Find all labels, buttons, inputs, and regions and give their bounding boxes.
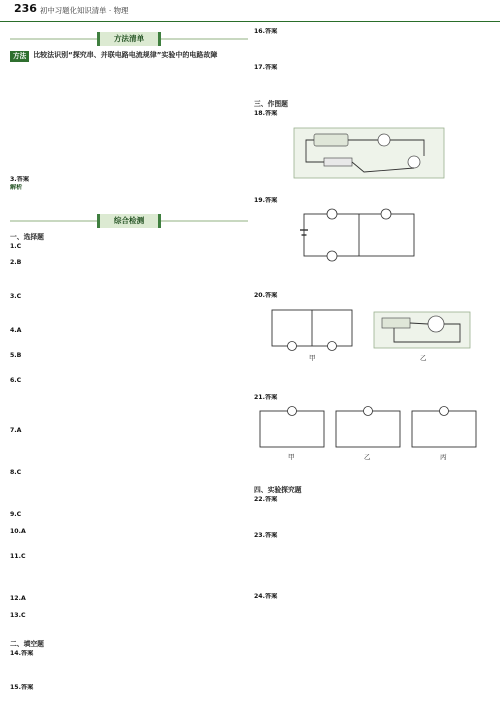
choice-item-line — [10, 251, 248, 259]
q19-jiexi-line — [254, 265, 492, 273]
q19-jiexi-line — [254, 274, 492, 282]
choice-item-line — [10, 385, 248, 393]
method-body — [10, 65, 248, 210]
choice-item-line — [10, 394, 248, 402]
fill-item-line — [10, 667, 248, 675]
q18-answer-row — [254, 110, 492, 118]
fill-section-title: 二、填空题 — [10, 640, 44, 648]
choice-item-line — [10, 478, 248, 486]
q23-line — [254, 582, 492, 590]
review-banner-label: 综合检测 — [97, 214, 161, 228]
choice-item-label: 10.A — [10, 527, 26, 535]
q20-jiexi-line — [254, 375, 492, 383]
method-banner-label: 方法清单 — [97, 32, 161, 46]
q19-ammeter — [327, 251, 337, 261]
method-line — [10, 141, 248, 149]
fill-list — [10, 650, 248, 698]
right-column — [254, 28, 492, 698]
choice-item-line — [10, 469, 248, 477]
fill-item-label: 15.答案 — [10, 683, 34, 691]
choice-item-label: 9.C — [10, 511, 22, 519]
choice-section-title: 一、选择题 — [10, 232, 44, 241]
q16-jiexi-line — [254, 53, 492, 61]
method-line — [10, 90, 248, 98]
q21-fig-label-yi: 乙 — [364, 453, 371, 462]
method-line — [10, 124, 248, 132]
choice-item-label: 6.C — [10, 376, 22, 384]
q21-circuit-yi — [336, 411, 400, 447]
choice-item-line — [10, 343, 248, 351]
choice-item-line — [10, 452, 248, 460]
choice-item-line — [10, 427, 248, 435]
choice-item-line — [10, 259, 248, 267]
method-jiexi — [10, 184, 248, 192]
method-line — [10, 132, 248, 140]
choice-item-label: 1.C — [10, 242, 22, 250]
choice-item-line — [10, 268, 248, 276]
q23-line — [254, 549, 492, 557]
left-column — [10, 28, 248, 698]
q24-line — [254, 601, 492, 609]
q20-ammeter-dial — [428, 316, 444, 332]
q24-row — [254, 593, 492, 601]
q19-bulb-1 — [327, 209, 337, 219]
choice-item-label: 8.C — [10, 469, 22, 477]
choice-item-label: 4.A — [10, 326, 22, 334]
choice-item-label: 12.A — [10, 595, 26, 603]
q18-label: 18.答案 — [254, 110, 278, 118]
q19-schematic — [254, 208, 484, 262]
choice-item-line — [10, 553, 248, 561]
method-line — [10, 157, 248, 165]
choice-item-line — [10, 369, 248, 377]
q21-bulb-bing — [440, 407, 449, 416]
q18-circuit-figure — [254, 122, 492, 184]
choice-item-line — [10, 587, 248, 595]
q23-line — [254, 565, 492, 573]
fill-item-line — [10, 675, 248, 683]
q17-answer-row — [254, 64, 492, 72]
choice-item-line — [10, 629, 248, 637]
q21-answer-row — [254, 394, 492, 402]
q18-bulb-1 — [378, 134, 390, 146]
q23-label: 23.答案 — [254, 531, 278, 539]
q24-line — [254, 609, 492, 617]
q20-physical-board — [374, 312, 470, 348]
choice-item-line — [10, 561, 248, 569]
q18-bulb-2 — [408, 156, 420, 168]
method-line — [10, 99, 248, 107]
method-line — [10, 115, 248, 123]
method-banner — [10, 32, 248, 46]
q22-line — [254, 521, 492, 529]
exp-section-title: 四、实验探究题 — [254, 486, 302, 495]
choice-item-line — [10, 528, 248, 536]
method-title: 比较法识别“探究串、并联电路电流规律”实验中的电路故障 — [33, 51, 218, 59]
choice-item-line — [10, 620, 248, 628]
choice-item-line — [10, 486, 248, 494]
choice-item-line — [10, 545, 248, 553]
q16-answer-row — [254, 28, 492, 36]
q18-switch — [324, 158, 352, 166]
q21-label: 21.答案 — [254, 394, 278, 402]
choice-item-line — [10, 402, 248, 410]
q24-line — [254, 618, 492, 626]
q22-label: 22.答案 — [254, 496, 278, 504]
choice-item-line — [10, 595, 248, 603]
choice-item-line — [10, 327, 248, 335]
q16-label: 16.答案 — [254, 28, 278, 35]
q21-bulb-jia — [288, 407, 297, 416]
q23-line — [254, 557, 492, 565]
q18-battery — [314, 134, 348, 146]
method-line — [10, 149, 248, 157]
method-heading — [10, 51, 248, 62]
q21-circuit-bing — [412, 411, 476, 447]
q20-figure — [254, 304, 492, 364]
method-line — [10, 82, 248, 90]
q20-answer-row — [254, 292, 492, 300]
q16-jiexi-line — [254, 36, 492, 44]
choice-item-line — [10, 243, 248, 251]
fill-item-line — [10, 658, 248, 666]
choice-item-line — [10, 377, 248, 385]
choice-item-line — [10, 436, 248, 444]
q21-drawing — [254, 405, 484, 463]
choice-item-label: 3.C — [10, 292, 22, 300]
q19-label: 19.答案 — [254, 196, 278, 204]
method-line — [10, 166, 248, 174]
q17-jiexi-line — [254, 80, 492, 88]
q20-drawing — [254, 304, 484, 364]
choice-item-line — [10, 503, 248, 511]
choice-item-label: 7.A — [10, 427, 22, 435]
choice-item-line — [10, 360, 248, 368]
choice-item-line — [10, 419, 248, 427]
q19-answer-row — [254, 197, 492, 205]
choice-item-line — [10, 335, 248, 343]
method-jiexi-line — [10, 201, 248, 209]
choice-item-line — [10, 444, 248, 452]
q23-row — [254, 532, 492, 540]
q20-jiexi-line — [254, 384, 492, 392]
q20-bulb-1 — [288, 341, 297, 350]
fill-item-line — [10, 692, 248, 698]
q17-label: 17.答案 — [254, 63, 278, 71]
choice-item-line — [10, 494, 248, 502]
q20-battery — [382, 318, 410, 328]
q21-circuit-jia — [260, 411, 324, 447]
q22-line — [254, 505, 492, 513]
choice-item-label: 2.B — [10, 259, 22, 267]
method-line — [10, 107, 248, 115]
choice-list — [10, 243, 248, 637]
choice-item-label: 11.C — [10, 553, 26, 561]
choice-item-line — [10, 520, 248, 528]
choice-item-line — [10, 536, 248, 544]
q18-jiexi-line — [254, 187, 492, 195]
q17-jiexi-line — [254, 72, 492, 80]
q23-line — [254, 540, 492, 548]
choice-item-label: 13.C — [10, 611, 26, 619]
method-jiexi-label: 解析 — [10, 184, 23, 192]
choice-item-line — [10, 410, 248, 418]
q20-fig-label-jia: 甲 — [309, 353, 316, 362]
q24-label: 24.答案 — [254, 592, 278, 600]
method-jiexi-line — [10, 193, 248, 201]
choice-item-line — [10, 310, 248, 318]
q22-line — [254, 513, 492, 521]
q22-row — [254, 496, 492, 504]
choice-item-line — [10, 318, 248, 326]
choice-item-line — [10, 285, 248, 293]
page-number: 236 — [14, 2, 37, 15]
choice-item-line — [10, 276, 248, 284]
choice-item-line — [10, 301, 248, 309]
q19-bulb-2 — [381, 209, 391, 219]
draw-section-title: 三、作图题 — [254, 100, 288, 109]
method-line — [10, 73, 248, 81]
q20-bulb-2 — [328, 341, 337, 350]
q21-bulb-yi — [364, 407, 373, 416]
choice-item-line — [10, 570, 248, 578]
choice-item-line — [10, 352, 248, 360]
q18-circuit-drawing — [254, 122, 484, 184]
q21-figure — [254, 405, 492, 463]
choice-item-line — [10, 578, 248, 586]
method-line — [10, 65, 248, 73]
method-q3 — [10, 176, 248, 184]
q21-fig-label-bing: 丙 — [440, 453, 447, 462]
choice-item-line — [10, 603, 248, 611]
q21-jiexi-line — [254, 466, 492, 474]
choice-item-line — [10, 612, 248, 620]
method-q3-label: 3.答案 — [10, 176, 30, 184]
fill-item-label: 14.答案 — [10, 650, 34, 657]
choice-item-line — [10, 461, 248, 469]
q21-fig-label-jia: 甲 — [288, 453, 295, 462]
q16-jiexi-line — [254, 45, 492, 53]
method-badge: 方法 — [10, 51, 29, 62]
q20-jiexi-line — [254, 367, 492, 375]
q23-line — [254, 574, 492, 582]
choice-item-line — [10, 293, 248, 301]
q20-label: 20.答案 — [254, 292, 278, 300]
q21-jiexi-line — [254, 475, 492, 483]
choice-item-line — [10, 511, 248, 519]
header-title: 初中习题化知识清单 · 物理 — [40, 6, 129, 15]
q19-circuit-figure — [254, 208, 492, 262]
fill-item-line — [10, 684, 248, 692]
q19-jiexi-line — [254, 282, 492, 290]
q20-fig-label-yi: 乙 — [420, 353, 427, 362]
page-header — [0, 0, 500, 22]
q17-jiexi-line — [254, 89, 492, 97]
choice-item-label: 5.B — [10, 351, 22, 359]
fill-item-line — [10, 650, 248, 658]
review-banner — [10, 214, 248, 228]
